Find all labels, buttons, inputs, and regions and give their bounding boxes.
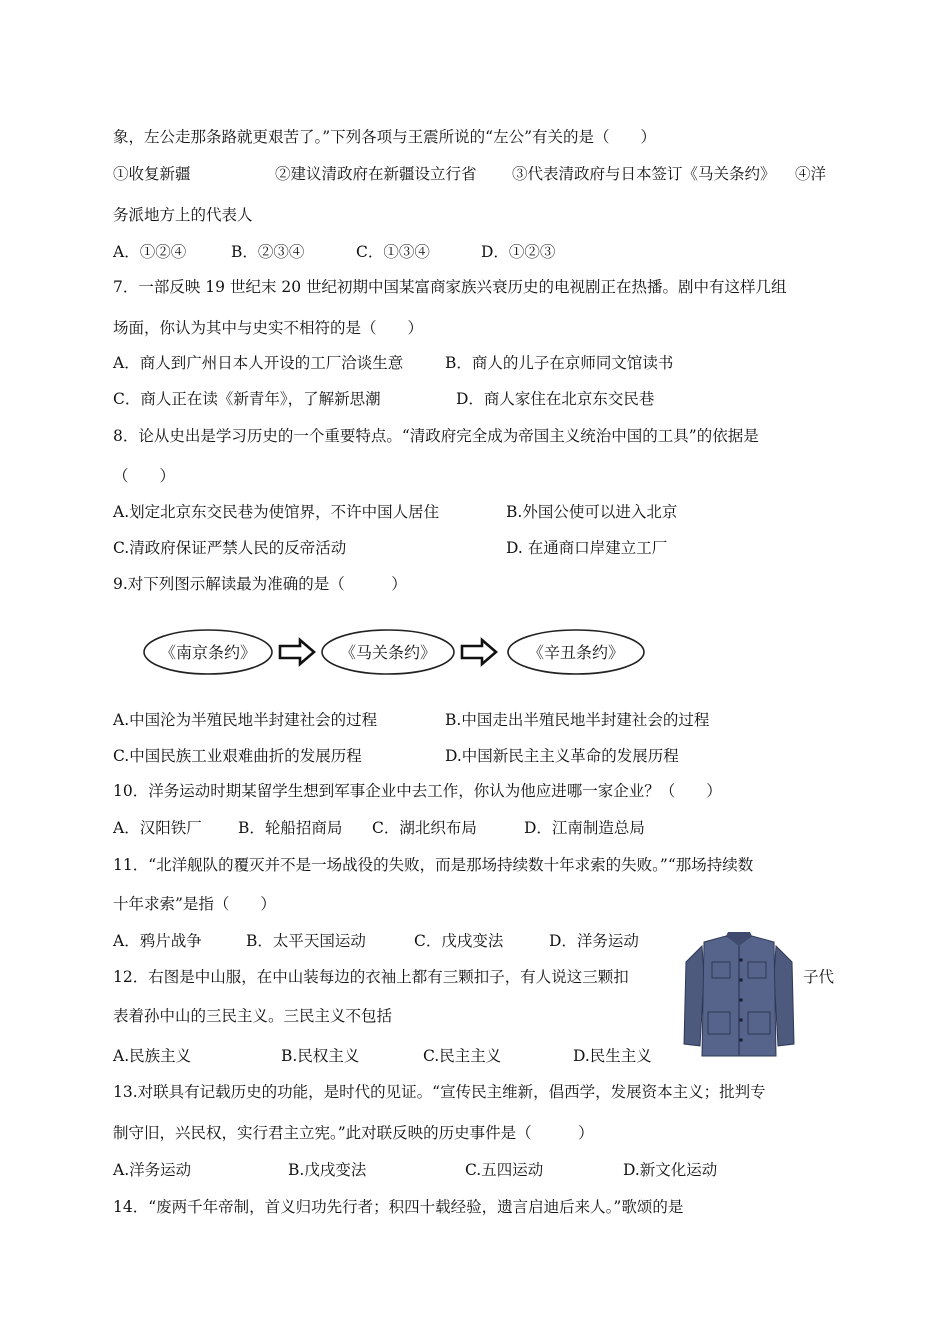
q7-option-a: A．商人到广州日本人开设的工厂洽谈生意 (113, 354, 404, 372)
q13-stem-continued: 制守旧，兴民权，实行君主立宪。”此对联反映的历史事件是（ ） (113, 1124, 594, 1142)
q6-option-d: D．①②③ (481, 243, 556, 261)
q10-option-c: C．湖北织布局 (372, 819, 477, 837)
q12-stem-end: 子代 (803, 968, 835, 986)
q7-option-d: D．商人家住在北京东交民巷 (456, 390, 655, 408)
q8-option-a: A.划定北京东交民巷为使馆界，不许中国人居住 (113, 503, 440, 521)
q8-option-c: C.清政府保证严禁人民的反帝活动 (113, 539, 347, 557)
q12-option-c: C.民主主义 (423, 1047, 502, 1065)
q6-item-4: ④洋 (795, 165, 827, 183)
treaty-label-maguan: 《马关条约》 (339, 643, 437, 662)
zhongshan-suit-image (680, 932, 798, 1060)
q13-option-d: D.新文化运动 (623, 1161, 718, 1179)
q6-stem-continued: 象，左公走那条路就更艰苦了。”下列各项与王震所说的“左公”有关的是（ ） (113, 128, 657, 146)
q6-option-c: C．①③④ (356, 243, 430, 261)
q10-stem: 10．洋务运动时期某留学生想到军事企业中去工作，你认为他应进哪一家企业？（ ） (113, 782, 722, 800)
arrow-right-icon (280, 640, 314, 664)
q12-stem-continued: 表着孙中山的三民主义。三民主义不包括 (113, 1007, 393, 1025)
q7-option-b: B．商人的儿子在京师同文馆读书 (445, 354, 674, 372)
q8-stem-continued: （ ） (113, 467, 176, 485)
q14-stem: 14．“废两千年帝制，首义归功先行者；积四十载经验，遗言启迪后来人。”歌颂的是 (113, 1198, 684, 1216)
q10-option-a: A．汉阳铁厂 (113, 819, 202, 837)
q11-option-c: C．戊戌变法 (414, 932, 504, 950)
q10-option-d: D．江南制造总局 (524, 819, 645, 837)
q9-option-d: D.中国新民主主义革命的发展历程 (445, 747, 679, 765)
q13-option-b: B.戊戌变法 (288, 1161, 367, 1179)
q6-item-3: ③代表清政府与日本签订《马关条约》 (512, 165, 776, 183)
q13-stem: 13.对联具有记载历史的功能，是时代的见证。“宣传民主维新，倡西学，发展资本主义；批判专 (113, 1083, 766, 1101)
q6-option-a: A．①②④ (113, 243, 187, 261)
q12-option-d: D.民生主义 (573, 1047, 652, 1065)
treaty-label-nanjing: 《南京条约》 (159, 643, 257, 662)
q11-option-a: A．鸦片战争 (113, 932, 202, 950)
q12-option-a: A.民族主义 (113, 1047, 192, 1065)
q6-item-2: ②建议清政府在新疆设立行省 (275, 165, 477, 183)
q11-option-b: B．太平天国运动 (246, 932, 366, 950)
q13-option-c: C.五四运动 (465, 1161, 544, 1179)
q8-stem: 8．论从史出是学习历史的一个重要特点。“清政府完全成为帝国主义统治中国的工具”的依据是 (113, 427, 759, 445)
q11-option-d: D．洋务运动 (549, 932, 639, 950)
q6-item-4-continued: 务派地方上的代表人 (113, 206, 253, 224)
treaty-oval-1 (144, 630, 272, 674)
treaty-sequence-diagram (140, 624, 660, 680)
q7-stem: 7．一部反映 19 世纪末 20 世纪初期中国某富商家族兴衰历史的电视剧正在热播。剧中有这样几组 (113, 278, 787, 296)
q6-option-b: B．②③④ (231, 243, 305, 261)
treaty-oval-3 (508, 630, 644, 674)
treaty-label-xinchou: 《辛丑条约》 (527, 643, 625, 662)
q12-option-b: B.民权主义 (281, 1047, 360, 1065)
q11-stem: 11．“北洋舰队的覆灭并不是一场战役的失败，而是那场持续数十年求索的失败。”“那场持续数 (113, 856, 754, 874)
treaty-oval-2 (322, 630, 454, 674)
arrow-right-icon (462, 640, 496, 664)
q9-option-a: A.中国沦为半殖民地半封建社会的过程 (113, 711, 378, 729)
q9-option-c: C.中国民族工业艰难曲折的发展历程 (113, 747, 362, 765)
q7-option-c: C．商人正在读《新青年》，了解新思潮 (113, 390, 381, 408)
q11-stem-continued: 十年求索”是指（ ） (113, 895, 276, 913)
q13-option-a: A.洋务运动 (113, 1161, 192, 1179)
q8-option-b: B.外国公使可以进入北京 (506, 503, 678, 521)
q7-stem-continued: 场面，你认为其中与史实不相符的是（ ） (113, 319, 424, 337)
q8-option-d: D. 在通商口岸建立工厂 (506, 539, 668, 557)
q6-item-1: ①收复新疆 (113, 165, 191, 183)
q9-stem: 9.对下列图示解读最为准确的是（ ） (113, 575, 407, 593)
q9-option-b: B.中国走出半殖民地半封建社会的过程 (445, 711, 710, 729)
q10-option-b: B．轮船招商局 (238, 819, 343, 837)
q12-stem: 12．右图是中山服，在中山装每边的衣袖上都有三颗扣子，有人说这三颗扣 (113, 968, 629, 986)
